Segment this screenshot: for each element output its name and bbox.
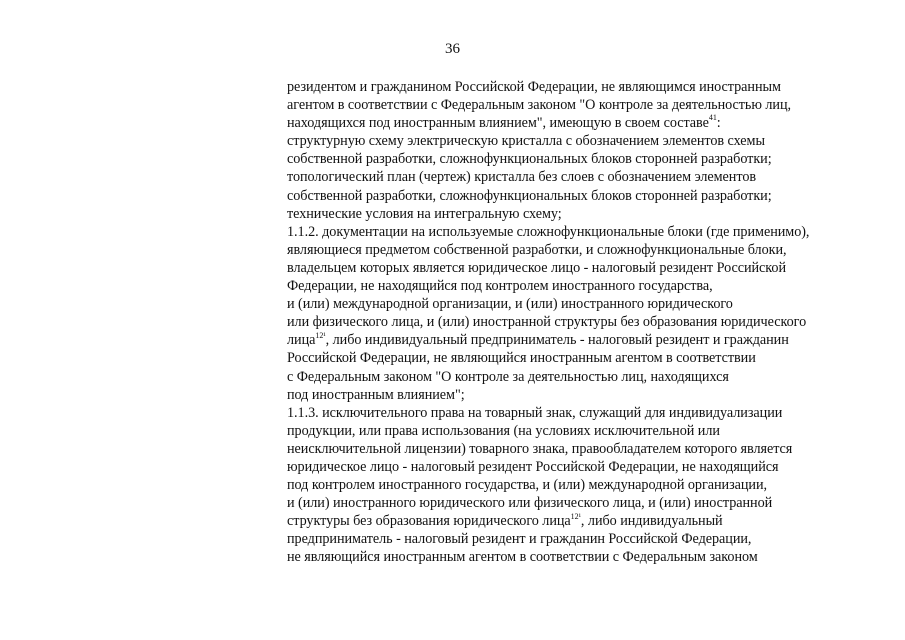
text-line — [287, 205, 877, 223]
document-text — [287, 78, 877, 567]
line-text: юридическое лицо - налоговый резидент Российской Федерации, не находящийся — [287, 458, 779, 475]
text-line — [287, 187, 877, 205]
line-text: и (или) международной организации, и (или) иностранного юридического — [287, 296, 733, 313]
line-text: Федерации, не находящийся под контролем иностранного государства, — [287, 278, 713, 295]
text-line — [287, 96, 877, 114]
text-line — [287, 422, 877, 440]
text-line — [287, 168, 877, 186]
line-text: резидентом и гражданином Российской Федерации, не являющимся иностранным — [287, 79, 781, 95]
line-text: продукции, или права использования (на условиях исключительной или — [287, 422, 720, 439]
text-line — [287, 295, 877, 313]
text-line — [287, 223, 877, 241]
line-text: собственной разработки, сложнофункциональных блоков сторонней разработки; — [287, 151, 772, 168]
text-line — [287, 458, 877, 476]
text-line — [287, 331, 877, 349]
line-text: собственной разработки, сложнофункциональных блоков сторонней разработки; — [287, 187, 772, 204]
text-line — [287, 476, 877, 494]
text-line — [287, 78, 877, 96]
text-line — [287, 259, 877, 277]
line-text: или физического лица, и (или) иностранной структуры без образования юридического — [287, 314, 807, 331]
line-text: с Федеральным законом "О контроле за деятельностью лиц, находящихся — [287, 368, 729, 385]
page-number: 36 — [445, 41, 460, 57]
text-line — [287, 241, 877, 259]
line-text: предприниматель - налоговый резидент и гражданин Российской Федерации, — [287, 531, 752, 548]
line-text: находящихся под иностранным влиянием", имеющую в своем составе — [287, 115, 709, 132]
line-text: агентом в соответствии с Федеральным законом "О контроле за деятельностью лиц, — [287, 97, 791, 114]
text-line — [287, 150, 877, 168]
line-text: структурную схему электрическую кристалла с обозначением элементов схемы — [287, 133, 765, 150]
text-line — [287, 386, 877, 404]
line-text: под контролем иностранного государства, и (или) международной организации, — [287, 477, 768, 494]
footnote-reference: 12¹ — [315, 330, 326, 340]
line-text: 1.1.3. исключительного права на товарный знак, служащий для индивидуализации — [287, 404, 783, 421]
text-line — [287, 368, 877, 386]
text-line — [287, 512, 877, 530]
line-text: являющиеся предметом собственной разработки, и сложнофункциональные блоки, — [287, 241, 787, 258]
text-line — [287, 277, 877, 295]
text-line — [287, 349, 877, 367]
line-text: неисключительной лицензии) товарного знака, правообладателем которого является — [287, 440, 793, 457]
line-text: под иностранным влиянием"; — [287, 386, 465, 403]
line-text: владельцем которых является юридическое лицо - налоговый резидент Российской — [287, 259, 786, 276]
text-line — [287, 132, 877, 150]
line-text: топологический план (чертеж) кристалла без слоев с обозначением элементов — [287, 169, 757, 186]
line-text: Российской Федерации, не являющийся иностранным агентом в соответствии — [287, 350, 756, 367]
line-text: 1.1.2. документации на используемые сложнофункциональные блоки (где применимо), — [287, 223, 810, 240]
text-line — [287, 440, 877, 458]
text-line — [287, 530, 877, 548]
line-text: лица — [287, 332, 316, 349]
text-line — [287, 404, 877, 422]
line-text: и (или) иностранного юридического или физического лица, и (или) иностранной — [287, 495, 773, 512]
line-text-continuation: , либо индивидуальный — [580, 513, 723, 530]
text-line — [287, 114, 877, 132]
line-text: структуры без образования юридического лица — [287, 513, 571, 530]
line-text-continuation: , либо индивидуальный предприниматель - налоговый резидент и гражданин — [325, 332, 789, 349]
text-line — [287, 313, 877, 331]
line-text-continuation: : — [716, 115, 721, 132]
footnote-reference: 12¹ — [570, 511, 581, 521]
footnote-reference: 41 — [708, 113, 717, 123]
text-line — [287, 494, 877, 512]
line-text: не являющийся иностранным агентом в соответствии с Федеральным законом — [287, 549, 758, 566]
line-text: технические условия на интегральную схему; — [287, 205, 562, 222]
text-line — [287, 548, 877, 566]
